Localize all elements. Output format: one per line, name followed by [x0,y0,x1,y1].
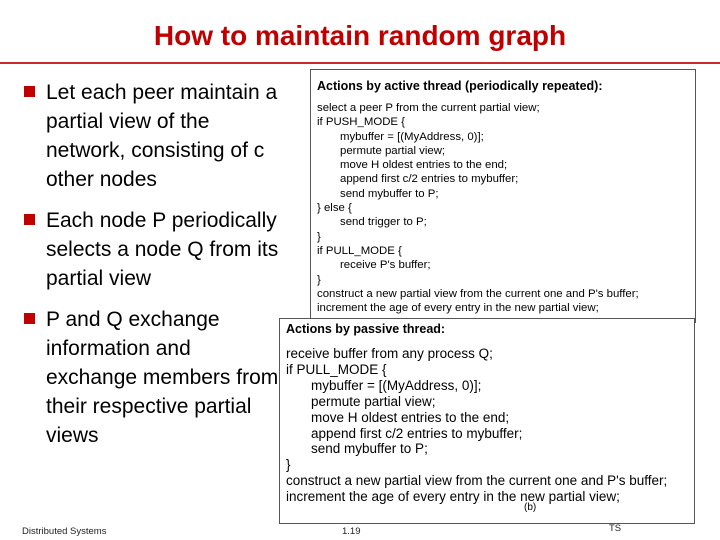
code-line: if PULL_MODE { [286,361,387,377]
slide-title: How to maintain random graph [153,20,567,51]
code-line: receive buffer from any process Q; [286,346,493,361]
code-line: increment the age of every entry in the new partial view; [286,489,620,505]
bullet-item [22,206,287,293]
code-line: } [317,230,321,243]
code-line: permute partial view; [311,393,436,409]
code-line: } [317,273,321,286]
bullet-list [22,78,287,462]
code-line: mybuffer = [(MyAddress, 0)]; [311,377,482,393]
passive-thread-panel [279,318,695,524]
bullet-square-icon [24,86,35,97]
passive-thread-title: Actions by passive thread: [286,322,446,336]
bullet-square-icon [24,313,35,324]
code-line: send mybuffer to P; [340,187,439,200]
bullet-item [22,305,287,450]
code-line: append first c/2 entries to mybuffer; [311,425,523,441]
bullet-text: P and Q exchange information and exchange members from their respective partial views [46,308,279,447]
code-line: append first c/2 entries to mybuffer; [340,173,519,186]
code-line: receive P's buffer; [340,259,431,272]
footer-page-number: 1.19 [342,526,361,537]
code-line: construct a new partial view from the current one and P's buffer; [286,473,668,489]
code-line: send trigger to P; [340,216,427,229]
footer-author: TS [609,523,622,534]
code-line: send mybuffer to P; [311,441,428,457]
footer-course: Distributed Systems [22,526,107,537]
bullet-square-icon [24,214,35,225]
code-line: if PULL_MODE { [317,244,402,257]
passive-thread-code [286,346,667,505]
active-thread-title: Actions by active thread (periodically repeated): [317,79,603,93]
code-line: move H oldest entries to the end; [311,409,510,425]
active-thread-panel [310,69,696,323]
code-line: construct a new partial view from the current one and P's buffer; [317,287,639,300]
code-line: } else { [317,202,352,215]
code-line: permute partial view; [340,144,446,157]
bullet-text: Let each peer maintain a partial view of the network, consisting of c other nodes [46,81,278,191]
title-divider [0,62,720,64]
code-line: if PUSH_MODE { [317,116,405,129]
bullet-text: Each node P periodically selects a node Q from its partial view [46,209,279,290]
code-line: } [286,457,291,473]
active-thread-code [317,101,639,315]
code-line: mybuffer = [(MyAddress, 0)]; [340,130,484,143]
code-line: select a peer P from the current partial view; [317,102,540,114]
code-line: move H oldest entries to the end; [340,159,508,172]
bullet-item [22,78,287,194]
code-line: increment the age of every entry in the new partial view; [317,302,599,315]
figure-label: (b) [524,502,537,513]
